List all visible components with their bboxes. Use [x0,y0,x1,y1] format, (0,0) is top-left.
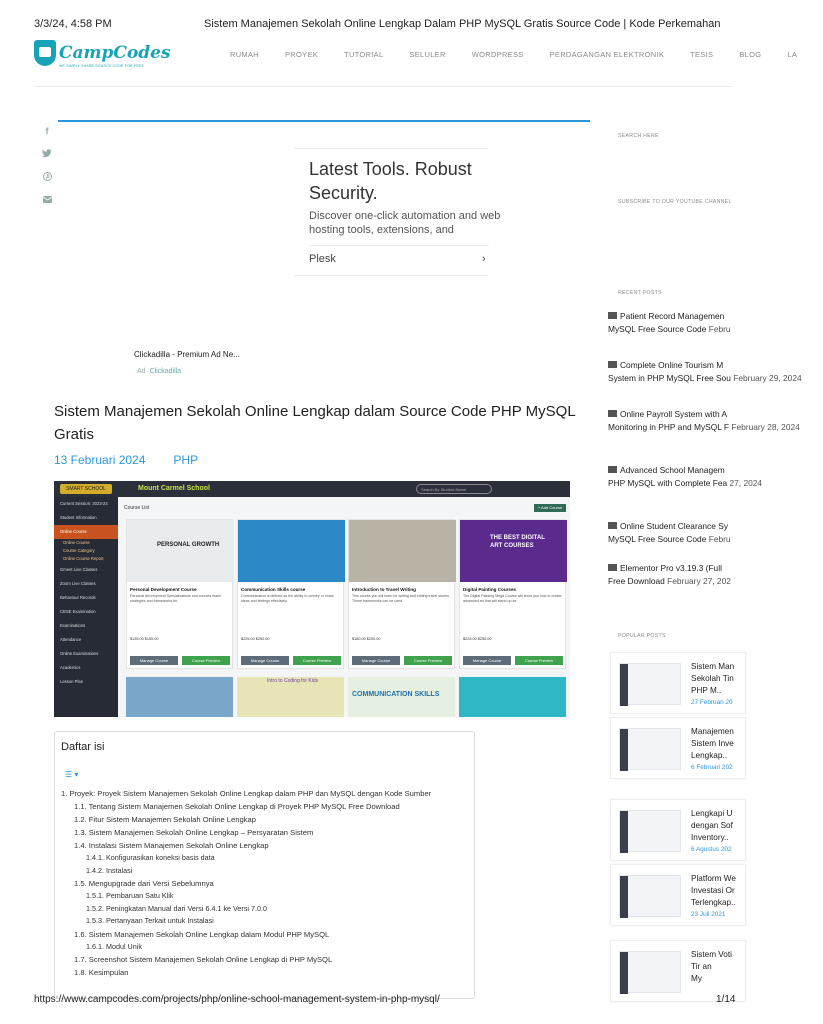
nav-item-tutorial[interactable]: TUTORIAL [344,50,384,59]
nav-item-blog[interactable]: BLOG [739,50,762,59]
popular-post-date: 27 Februari 20 [691,699,733,706]
recent-post-title-2: PHP MySQL with Complete Fea [608,478,728,488]
ad-brand: Plesk [309,253,336,265]
recent-post-date: 27, 2024 [729,478,763,488]
course-thumb-label: Intro to Coding for Kids [267,678,319,684]
app-add-course-button: + Add Course [534,504,566,512]
app-side-sub: Online Course Report [63,556,104,561]
course-price: $225.00 $250.00 [241,637,270,641]
popular-post-card[interactable] [610,864,746,926]
popular-post-title-line: Lengkap.. [691,751,727,760]
course-price: $135.00 $150.00 [130,637,159,641]
toc-item[interactable]: 1.2. Fitur Sistem Manajemen Sekolah Online Lengkap [74,815,256,824]
logo-shield-icon [34,40,56,66]
logo-tagline: WE SIMPLY SHARE SOURCE CODE FOR FREE [59,64,145,68]
recent-post-date: February 28, 2024 [731,422,800,432]
popular-post-title-line: Sekolah Tin [691,674,734,683]
course-desc: Communication is defined as the ability to convey or share ideas and feelings effectively. [241,594,334,603]
recent-post-item[interactable] [608,310,748,336]
app-search: Search By Student Name [416,484,492,494]
popular-post-title-line: Sistem Voti [691,950,732,959]
toc-item[interactable]: 1.6.1. Modul Unik [86,941,142,951]
nav-item-rumah[interactable]: RUMAH [230,50,259,59]
toc-toggle-icon[interactable]: ☰ ▾ [65,770,79,779]
image-icon [608,410,617,417]
course-price: $225.00 $250.00 [463,637,492,641]
nav-item-tesis[interactable]: TESIS [690,50,714,59]
manage-course-button: Manage Course [463,656,511,665]
logo-wordmark: CampCodes [59,43,171,63]
course-name: Personal Development Course [130,587,197,592]
app-side-item: Zoom Live Classes [60,581,96,586]
course-name: Introduction to Travel Writing [352,587,416,592]
article-meta [54,453,198,467]
app-badge: SMART SCHOOL [60,484,112,494]
toc-heading: Daftar isi [61,741,105,753]
app-side-item: Academics [60,665,81,670]
toc-item[interactable]: 1.4.2. Instalasi [86,865,133,875]
course-preview-button: Course Preview [404,656,452,665]
print-page-title: Sistem Manajemen Sekolah Online Lengkap Dalam PHP MySQL Gratis Source Code | Kode Perkemahan [204,18,721,30]
recent-post-title-2: Monitoring in PHP and MySQL F [608,422,730,432]
course-card [237,519,344,669]
image-icon [608,564,617,571]
recent-post-title-1: Online Payroll System with A [620,409,728,419]
recent-post-item[interactable] [608,408,800,434]
popular-post-title-line: Investasi Or [691,886,735,895]
toc-item[interactable]: 1.4. Instalasi Sistem Manajemen Sekolah Online Lengkap [74,841,269,850]
toc-item[interactable]: 1.1. Tentang Sistem Manajemen Sekolah Online Lengkap di Proyek PHP MySQL Free Download [74,802,400,811]
recent-post-title-2: MySQL Free Source Code [608,324,707,334]
app-side-item: Online Examinations [60,651,99,656]
toc-item[interactable]: 1.4.1. Konfigurasikan koneksi basis data [86,853,215,862]
popular-post-title-line: Sistem Inve [691,739,734,748]
sidebar-subscribe-heading: SUBSCRIBE TO OUR YOUTUBE CHANNEL [618,199,732,205]
popular-post-title-line: My [691,974,702,983]
course-thumb [237,677,344,717]
toc-item[interactable]: 1.6. Sistem Manajemen Sekolah Online Lengkap dalam Modul PHP MySQL [74,929,330,939]
toc-item[interactable]: 1.5.2. Peningkatan Manual dari Versi 6.4.1 ke Versi 7.0.0 [86,903,267,913]
toc-item[interactable]: 1.5.3. Pertanyaan Terkait untuk Instalasi [86,916,214,925]
course-price: $180.00 $200.00 [352,637,381,641]
course-image [127,520,234,582]
course-name: Digital Painting Courses [463,587,517,592]
print-page-number: 1/14 [716,994,736,1005]
course-desc: Personal development Specializations and courses teach strategies and frameworks for [130,594,222,603]
recent-post-item[interactable] [608,562,748,588]
course-card [459,519,566,669]
recent-post-date: Febru [708,324,731,334]
course-thumb [348,677,455,717]
content-top-border [58,120,590,122]
course-image [238,520,345,582]
table-of-contents [54,731,475,999]
course-preview-button: Course Preview [293,656,341,665]
toc-list [61,787,431,979]
manage-course-button: Manage Course [241,656,289,665]
image-icon [608,361,617,368]
print-footer [0,992,768,1012]
app-side-item: Examinations [60,623,86,628]
popular-post-title [691,726,751,762]
course-preview-button: Course Preview [515,656,563,665]
nav-item-seluler[interactable]: SELULER [409,50,446,59]
popular-post-date: 23 Juli 2021 [691,911,726,918]
popular-post-thumbnail [619,875,681,917]
ad-headline: Latest Tools. Robust Security. [309,159,472,203]
ad-body: Discover one-click automation and web hosting tools, extensions, and [309,210,501,236]
toc-item[interactable]: 1. Proyek: Proyek Sistem Manajemen Sekolah Online Lengkap dalam PHP dan MySQL dengan Kode Sumber [61,789,432,798]
popular-posts-heading: POPULAR POSTS [618,633,666,639]
article-date[interactable]: 13 Februari 2024 [54,453,146,467]
course-name: Communication Skills course [241,587,306,592]
course-image-label: PERSONAL GROWTH [157,542,220,548]
pinterest-icon[interactable] [42,172,52,182]
recent-post-title-1: Online Student Clearance Sy [620,521,729,531]
image-icon [608,466,617,473]
ad-source[interactable]: Clickadilla [149,368,182,375]
image-icon [608,312,617,319]
app-side-item: Lesson Plan [60,679,84,684]
twitter-icon[interactable] [42,149,52,159]
print-url: https://www.campcodes.com/projects/php/online-school-management-system-in-php-mysql/ [34,994,440,1005]
recent-post-item[interactable] [608,464,763,490]
popular-post-thumbnail [619,728,681,770]
toc-item[interactable]: 1.3. Sistem Manajemen Sekolah Online Lengkap – Persyaratan Sistem [74,828,314,837]
ad-arrow-icon[interactable]: › [482,253,486,265]
nav-item-ecommerce[interactable]: PERDAGANGAN ELEKTRONIK [549,50,665,59]
recent-post-title-2: System in PHP MySQL Free Sou [608,373,731,383]
print-date: 3/3/24, 4:58 PM [34,18,112,30]
email-icon[interactable] [42,195,52,205]
recent-post-item[interactable] [608,520,748,546]
app-course-list-label: Course List [124,505,150,511]
app-side-item: Attendance [60,637,82,642]
app-side-item-active: Online Course [54,525,118,539]
nav-item-proyek[interactable]: PROYEK [285,50,319,59]
app-side-item: Behaviour Records [60,595,96,600]
manage-course-button: Manage Course [130,656,178,665]
recent-post-title-1: Complete Online Tourism M [620,360,724,370]
course-desc: The Digital Painting Mega Course will show you how to create advanced art that will stand up as [463,594,562,603]
ad-link-title[interactable]: Clickadilla - Premium Ad Ne... [134,350,240,359]
course-image-label: THE BEST DIGITAL ART COURSES [490,535,545,549]
print-header [0,0,768,40]
popular-post-title [691,661,751,697]
course-desc: This course you will learn for writing and editing travel stories. These frameworks can be used [352,594,450,603]
app-side-item: Current Session: 2023-24 [60,501,108,506]
popular-post-title-line: PHP M.. [691,686,722,695]
nav-item-more[interactable]: LA [787,50,798,59]
recent-post-title-2: MySQL Free Source Code [608,534,707,544]
recent-post-title-1: Elementor Pro v3.19.3 (Full [620,563,722,573]
course-thumb [126,677,233,717]
site-navbar [34,36,798,78]
recent-post-item[interactable] [608,359,802,385]
course-thumb-label: COMMUNICATION SKILLS [352,691,440,698]
popular-post-title [691,808,751,844]
popular-post-card[interactable] [610,652,746,714]
facebook-icon[interactable]: f [45,126,49,136]
popular-post-card[interactable] [610,799,746,861]
manage-course-button: Manage Course [352,656,400,665]
popular-post-title-line: dengan Sof [691,821,733,830]
app-side-item: CBSE Examination [60,609,96,614]
recent-post-date: February 29, 2024 [733,373,802,383]
article-screenshot [54,481,570,717]
popular-post-title-line: Platform We [691,874,736,883]
recent-post-title-1: Patient Record Managemen [620,311,725,321]
popular-post-title-line: Lengkapi U [691,809,733,818]
article-category[interactable]: PHP [173,453,199,467]
course-card [348,519,455,669]
app-side-sub: Online Course [63,540,90,545]
app-school-name: Mount Carmel School [138,485,210,492]
sidebar-search-heading: SEARCH HERE [618,133,659,139]
popular-post-thumbnail [619,810,681,852]
popular-post-date: 6 Agustus 202 [691,846,732,853]
toc-item[interactable]: 1.5.1. Pembaruan Satu Klik [86,891,174,900]
popular-post-title-line: Inventory.. [691,833,729,842]
popular-post-card[interactable] [610,717,746,779]
popular-post-title-line: Manajemen [691,727,734,736]
course-image [349,520,456,582]
app-sidebar [54,497,118,717]
toc-item[interactable]: 1.8. Kesimpulan [74,968,129,977]
popular-post-title-line: Sistem Man [691,662,735,671]
ad-banner[interactable] [294,148,501,276]
header-divider [34,86,732,87]
nav-item-wordpress[interactable]: WORDPRESS [471,50,524,59]
app-side-item: Student Information [60,515,97,520]
app-side-item: Gmeet Live Classes [60,567,98,572]
site-logo[interactable] [34,40,171,66]
right-sidebar [606,120,802,1000]
app-side-sub: Course Category [63,548,95,553]
popular-post-title-line: Tir an [691,962,712,971]
course-thumb [459,677,566,717]
popular-post-title-line: Terlengkap.. [691,898,736,907]
recent-post-date: February 27, 202 [667,576,731,586]
popular-post-title [691,949,751,985]
recent-post-title-1: Advanced School Managem [620,465,725,475]
recent-posts-heading: RECENT POSTS [618,290,662,296]
popular-post-title [691,873,751,909]
course-image [460,520,567,582]
article-title: Sistem Manajemen Sekolah Online Lengkap dalam Source Code PHP MySQL Gratis [54,403,576,443]
ad-tag: Ad [137,368,146,375]
popular-post-date: 6 Februari 202 [691,764,733,771]
recent-post-date: Febru [708,534,731,544]
course-card [126,519,233,669]
toc-item[interactable]: 1.7. Screenshot Sistem Manajemen Sekolah Online Lengkap di PHP MySQL [74,955,333,964]
ad-label [137,368,181,375]
popular-post-thumbnail [619,951,681,993]
recent-post-title-2: Free Download [608,576,665,586]
app-topbar [54,481,570,497]
ad-divider [309,245,489,246]
image-icon [608,522,617,529]
course-preview-button: Course Preview [182,656,230,665]
popular-post-thumbnail [619,663,681,705]
toc-item[interactable]: 1.5. Mengupgrade dari Versi Sebelumnya [74,879,214,888]
main-menu [230,50,823,59]
